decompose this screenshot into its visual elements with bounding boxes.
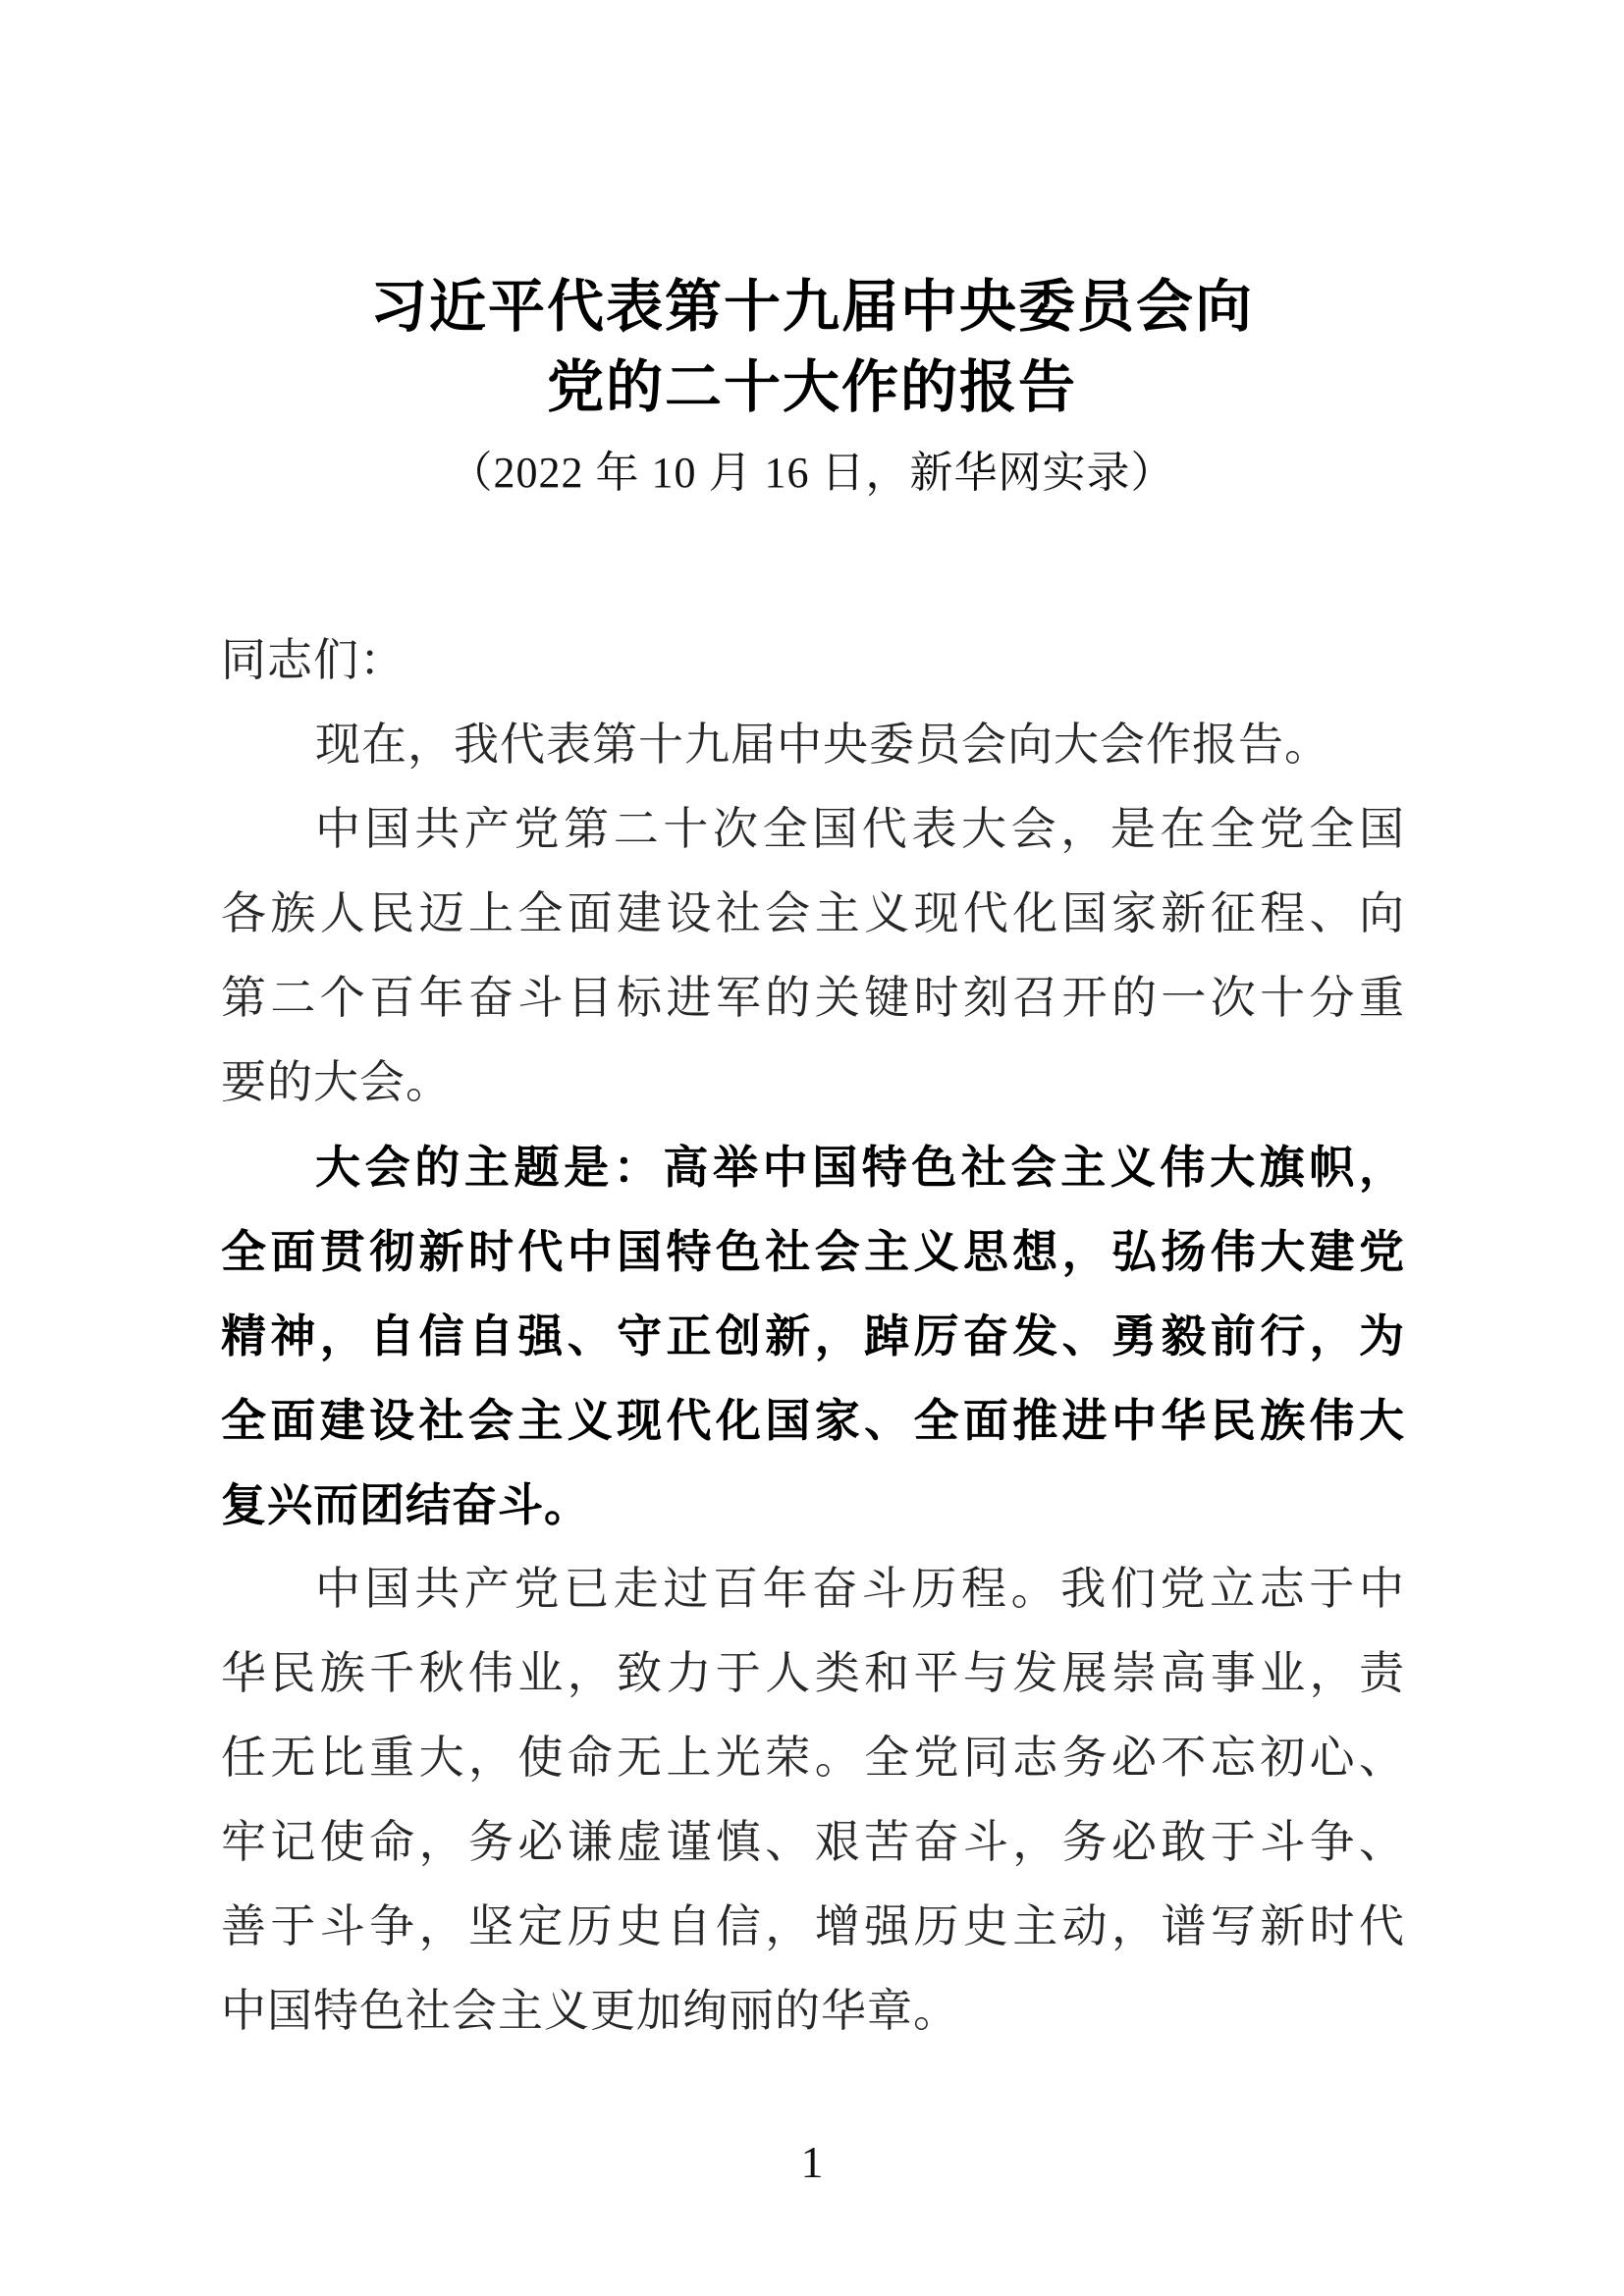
- body-line: 中国共产党第二十次全国代表大会，是在全党全国: [315, 804, 1404, 854]
- body-line: 各族人民迈上全面建设社会主义现代化国家新征程、向: [221, 888, 1404, 938]
- body-line: 牢记使命，务必谦虚谨慎、艰苦奋斗，务必敢于斗争、: [221, 1817, 1404, 1867]
- document-title-line-1: 习近平代表第十九届中央委员会向: [369, 275, 1254, 339]
- body-line: 全面建设社会主义现代化国家、全面推进中华民族伟大: [221, 1395, 1404, 1446]
- body-line: 同志们：: [221, 635, 406, 685]
- body-line: 善于斗争，坚定历史自信，增强历史主动，谱写新时代: [221, 1901, 1404, 1951]
- body-line: 大会的主题是：高举中国特色社会主义伟大旗帜，: [315, 1142, 1404, 1193]
- body-line: 第二个百年奋斗目标进军的关键时刻召开的一次十分重: [221, 973, 1404, 1023]
- body-line: 复兴而团结奋斗。: [221, 1479, 590, 1530]
- document-title-line-2: 党的二十大作的报告: [546, 355, 1077, 419]
- body-line: 要的大会。: [221, 1057, 452, 1107]
- body-line: 全面贯彻新时代中国特色社会主义思想，弘扬伟大建党: [221, 1226, 1404, 1277]
- body-line: 中国共产党已走过百年奋斗历程。我们党立志于中: [315, 1564, 1404, 1614]
- document-body: [221, 618, 1404, 2054]
- body-line: 精神，自信自强、守正创新，踔厉奋发、勇毅前行，为: [221, 1310, 1404, 1362]
- body-line: 华民族千秋伟业，致力于人类和平与发展崇高事业，责: [221, 1648, 1404, 1698]
- body-line: 现在，我代表第十九届中央委员会向大会作报告。: [315, 720, 1330, 770]
- document-title: [0, 0, 1624, 428]
- page-number: 1: [800, 2137, 824, 2187]
- body-line: 任无比重大，使命无上光荣。全党同志务必不忘初心、: [221, 1733, 1404, 1783]
- document-subtitle: （2022 年 10 月 16 日，新华网实录）: [449, 449, 1175, 497]
- body-line: 中国特色社会主义更加绚丽的华章。: [221, 1986, 959, 2036]
